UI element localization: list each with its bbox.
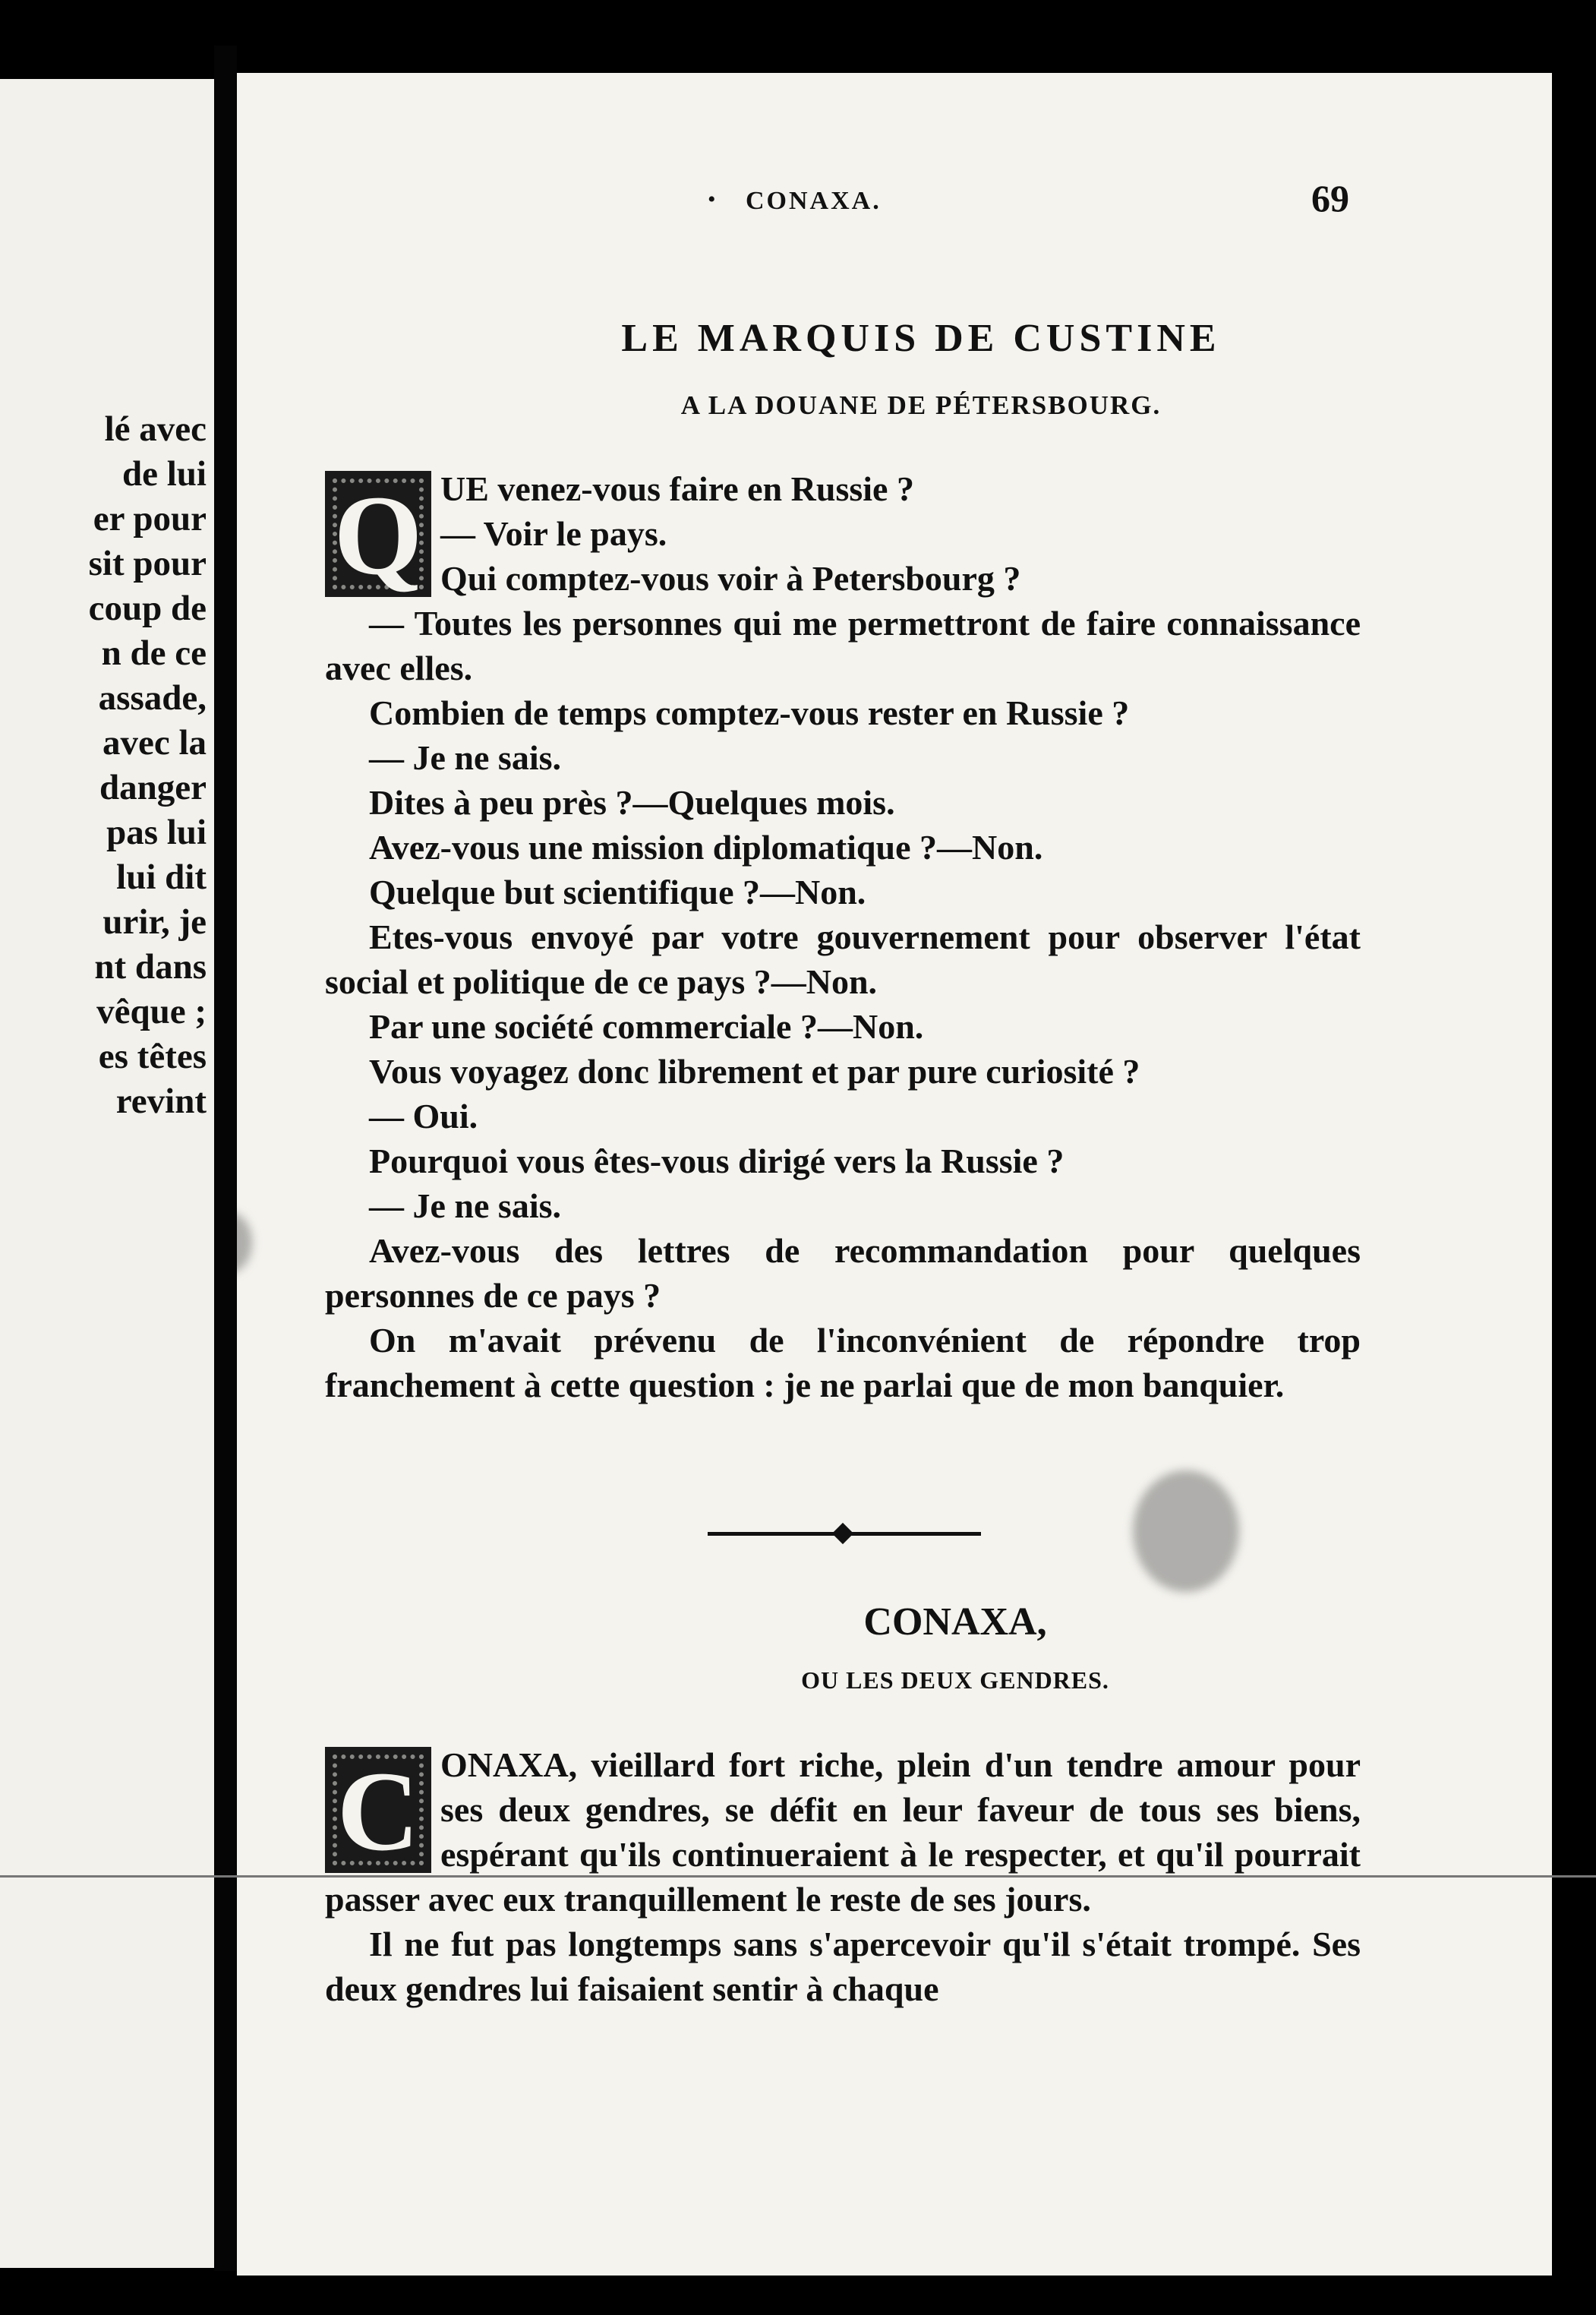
- paragraph: Vous voyagez donc librement et par pure curiosité ?: [369, 1052, 1140, 1091]
- paragraph: Qui comptez-vous voir à Petersbourg ?: [440, 559, 1021, 598]
- paragraph: Avez-vous une mission diplomatique ?—Non.: [369, 828, 1043, 867]
- paragraph: On m'avait prévenu de l'inconvénient de répondre trop franchement à cette question : je ne parlai que de mon banquier.: [325, 1321, 1361, 1404]
- page-number: 69: [1311, 177, 1349, 219]
- stain-mark: [1133, 1470, 1239, 1592]
- section-title: LE MARQUIS DE CUSTINE: [621, 317, 1221, 360]
- left-line: n de ce: [101, 633, 207, 673]
- dropcap-line: UE venez-vous faire en Russie ?: [440, 469, 914, 508]
- dropcap-c: C: [325, 1747, 431, 1873]
- left-line: vêque ;: [96, 992, 207, 1031]
- paragraph: Combien de temps comptez-vous rester en Russie ?: [369, 693, 1130, 732]
- dropcap-q: Q: [325, 471, 431, 597]
- book-page: [237, 73, 1552, 2276]
- left-page-text: [89, 407, 207, 1124]
- paragraph: Pourquoi vous êtes-vous dirigé vers la Russie ?: [369, 1142, 1065, 1180]
- paragraph: — Je ne sais.: [369, 738, 561, 777]
- paragraph: — Oui.: [369, 1097, 478, 1135]
- stain-mark: [237, 1212, 252, 1273]
- paragraph: ONAXA, vieillard fort riche, plein d'un tendre amour pour ses deux gendres, se défit en leur faveur de tous ses biens, espérant qu'ils continueraient à le respecter, et qu'il pourrait passer avec eux tranquillement le reste de ses jours.: [325, 1745, 1361, 1919]
- book-spine: [214, 46, 237, 2271]
- left-line: de lui: [121, 454, 207, 494]
- left-line: revint: [115, 1082, 207, 1121]
- paragraph: — Voir le pays.: [440, 514, 667, 553]
- section-title: CONAXA,: [863, 1600, 1047, 1644]
- left-page-fragment: [0, 79, 214, 2268]
- paragraph: Etes-vous envoyé par votre gouvernement pour observer l'état social et politique de ce pays ?—Non.: [325, 917, 1361, 1001]
- paragraph: — Toutes les personnes qui me permettront de faire connaissance avec elles.: [325, 604, 1361, 687]
- left-line: assade,: [98, 678, 207, 718]
- paragraph: Il ne fut pas longtemps sans s'apercevoir qu'il s'était trompé. Ses deux gendres lui faisaient sentir à chaque: [325, 1925, 1361, 2008]
- paragraph: Par une société commerciale ?—Non.: [369, 1007, 924, 1046]
- left-line: danger: [99, 768, 207, 807]
- left-line: nt dans: [94, 947, 207, 987]
- section-subtitle: A LA DOUANE DE PÉTERSBOURG.: [680, 390, 1162, 420]
- left-line: lé avec: [104, 409, 207, 449]
- diamond-icon: [832, 1523, 853, 1544]
- running-head: [237, 177, 1552, 240]
- left-line: coup de: [88, 589, 207, 628]
- section-subtitle: OU LES DEUX GENDRES.: [801, 1666, 1109, 1694]
- paragraph: Avez-vous des lettres de recommandation pour quelques personnes de ce pays ?: [325, 1231, 1361, 1315]
- paragraph: Quelque but scientifique ?—Non.: [369, 873, 866, 911]
- ornamental-separator: [708, 1525, 981, 1540]
- left-line: pas lui: [106, 813, 207, 852]
- left-line: er pour: [93, 499, 207, 538]
- scan-line: [0, 1875, 1596, 1878]
- left-line: es têtes: [98, 1037, 207, 1076]
- left-line: sit pour: [88, 544, 207, 583]
- dialogue-text: [325, 466, 1361, 1407]
- ornament-dot-icon: •: [708, 187, 716, 212]
- paragraph: Dites à peu près ?—Quelques mois.: [369, 783, 895, 822]
- running-title: CONAXA.: [746, 187, 882, 215]
- left-line: urir, je: [103, 902, 207, 942]
- paragraph: — Je ne sais.: [369, 1186, 561, 1225]
- left-line: lui dit: [116, 857, 207, 897]
- left-line: avec la: [102, 723, 207, 763]
